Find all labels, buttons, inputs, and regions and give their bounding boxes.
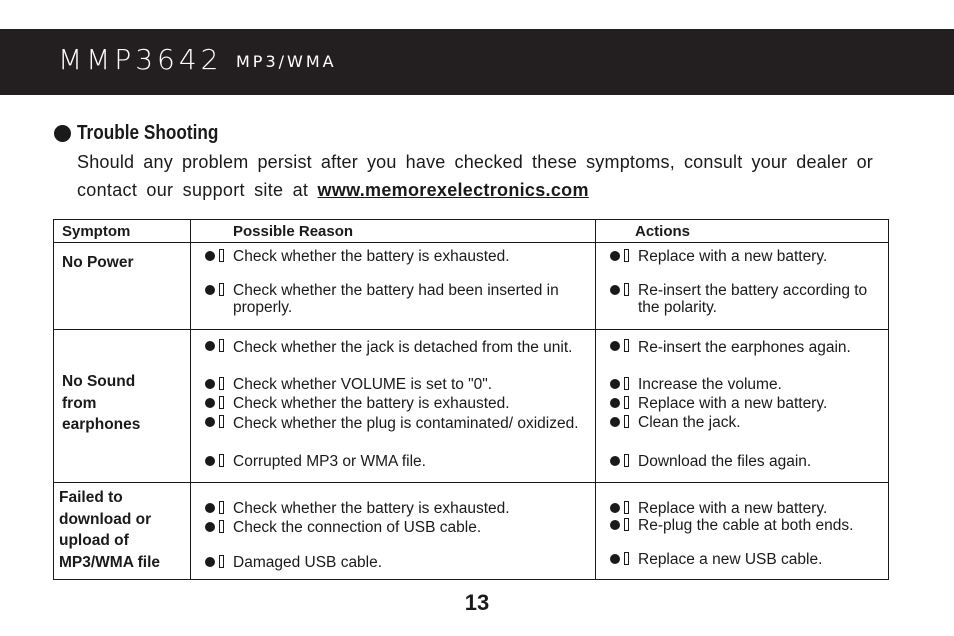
reason-item: Check whether VOLUME is set to "0". xyxy=(205,376,593,393)
glyph-box-icon xyxy=(624,339,629,352)
bullet-icon xyxy=(205,503,215,513)
symptom-cell xyxy=(54,243,191,330)
glyph-box-icon xyxy=(219,555,224,568)
glyph-box-icon xyxy=(624,454,629,467)
reason-item: Check whether the battery had been inserted in properly. xyxy=(205,282,593,316)
bullet-icon xyxy=(205,251,215,261)
action-item: Replace with a new battery. xyxy=(610,500,886,517)
glyph-box-icon xyxy=(624,501,629,514)
glyph-box-icon xyxy=(219,339,224,352)
header-actions: Actions xyxy=(596,220,889,243)
table-row xyxy=(54,330,889,483)
bullet-icon xyxy=(205,398,215,408)
action-item: Replace with a new battery. xyxy=(610,248,886,265)
glyph-box-icon xyxy=(219,520,224,533)
support-site-link[interactable]: www.memorexelectronics.com xyxy=(317,180,589,200)
glyph-box-icon xyxy=(624,249,629,262)
bullet-icon xyxy=(610,520,620,530)
action-item: Replace with a new battery. xyxy=(610,395,886,412)
reason-item: Check whether the battery is exhausted. xyxy=(205,395,593,412)
symptom-label: No Power xyxy=(62,254,134,271)
glyph-box-icon xyxy=(219,283,224,296)
table-row xyxy=(54,483,889,580)
intro-line-1: Should any problem persist after you have checked these symptoms, consult your dealer or xyxy=(77,152,873,172)
section-heading xyxy=(54,120,241,146)
troubleshooting-table xyxy=(53,219,889,580)
bullet-icon xyxy=(610,285,620,295)
bullet-icon xyxy=(205,379,215,389)
bullet-icon xyxy=(610,379,620,389)
bullet-icon xyxy=(610,554,620,564)
glyph-box-icon xyxy=(624,552,629,565)
action-cell xyxy=(596,243,889,330)
bullet-icon xyxy=(205,557,215,567)
symptom-cell xyxy=(54,483,191,580)
bullet-icon xyxy=(205,285,215,295)
action-item: Re-insert the earphones again. xyxy=(610,338,886,357)
action-item: Re-plug the cable at both ends. xyxy=(610,517,886,534)
bullet-icon xyxy=(610,251,620,261)
section-title: Trouble Shooting xyxy=(77,121,219,144)
bullet-icon xyxy=(610,398,620,408)
bullet-icon xyxy=(610,417,620,427)
symptom-label: Failed to download or upload of MP3/WMA file xyxy=(59,489,161,571)
action-item: Clean the jack. xyxy=(610,414,886,431)
glyph-box-icon xyxy=(219,377,224,390)
bullet-icon xyxy=(205,417,215,427)
glyph-box-icon xyxy=(219,396,224,409)
table-row xyxy=(54,243,889,330)
reason-item: Check whether the jack is detached from the unit. xyxy=(205,338,593,357)
action-cell xyxy=(596,483,889,580)
reason-cell xyxy=(191,330,596,483)
action-cell xyxy=(596,330,889,483)
header-symptom: Symptom xyxy=(54,220,191,243)
symptom-label: No Sound from earphones xyxy=(62,373,141,433)
action-item: Replace a new USB cable. xyxy=(610,551,886,568)
glyph-box-icon xyxy=(624,518,629,531)
reason-item: Check the connection of USB cable. xyxy=(205,519,593,536)
glyph-box-icon xyxy=(219,415,224,428)
bullet-icon xyxy=(610,503,620,513)
reason-item: Check whether the plug is contaminated/ oxidized. xyxy=(205,414,593,433)
reason-cell xyxy=(191,243,596,330)
symptom-cell xyxy=(54,330,191,483)
reason-cell xyxy=(191,483,596,580)
glyph-box-icon xyxy=(624,396,629,409)
reason-item: Damaged USB cable. xyxy=(205,554,593,571)
glyph-box-icon xyxy=(624,283,629,296)
bullet-icon xyxy=(205,341,215,351)
bullet-icon xyxy=(205,522,215,532)
reason-item: Check whether the battery is exhausted. xyxy=(205,248,593,265)
bullet-icon xyxy=(54,125,71,142)
intro-prefix: contact our support site at xyxy=(77,180,318,200)
bullet-icon xyxy=(610,341,620,351)
glyph-box-icon xyxy=(219,249,224,262)
header-possible-reason: Possible Reason xyxy=(191,220,596,243)
action-item: Download the files again. xyxy=(610,453,886,470)
action-item: Increase the volume. xyxy=(610,376,886,393)
page-number: 13 xyxy=(464,590,490,615)
reason-item: Check whether the battery is exhausted. xyxy=(205,500,593,517)
bullet-icon xyxy=(205,456,215,466)
table-header-row xyxy=(54,220,889,243)
header-bar xyxy=(0,29,954,95)
reason-item: Corrupted MP3 or WMA file. xyxy=(205,453,593,470)
glyph-box-icon xyxy=(624,377,629,390)
glyph-box-icon xyxy=(219,454,224,467)
glyph-box-icon xyxy=(219,501,224,514)
glyph-box-icon xyxy=(624,415,629,428)
model-name: MMP3642 xyxy=(58,43,223,76)
format-label: MP3/WMA xyxy=(236,52,337,71)
intro-line-2 xyxy=(77,180,873,201)
bullet-icon xyxy=(610,456,620,466)
action-item: Re-insert the battery according to the polarity. xyxy=(610,282,886,316)
